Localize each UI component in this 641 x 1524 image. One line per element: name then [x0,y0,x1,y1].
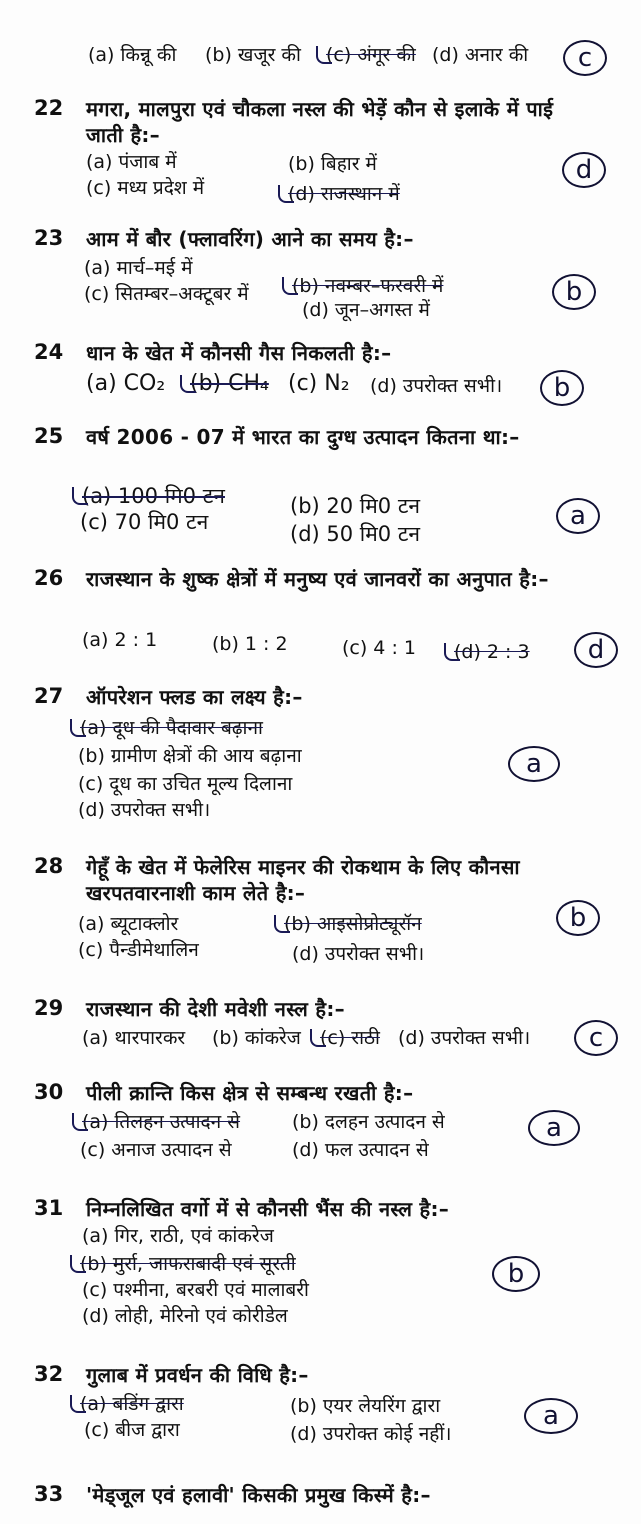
question-number: 26 [34,566,64,590]
question-27 [0,684,641,824]
option-b: (b) CH₄ [190,371,269,396]
option-d: (d) लोही, मेरिनो एवं कोरीडेल [82,1305,288,1327]
option-c: (c) सितम्बर–अक्टूबर में [84,283,249,305]
question-25 [0,424,641,554]
question-24 [0,340,641,416]
option-a: (a) किन्नू की [88,44,177,66]
question-text: निम्नलिखित वर्गो में से कौनसी भैंस की नस्ल है:– [86,1197,450,1221]
handwritten-answer: a [556,498,600,534]
option-a: (a) थारपारकर [82,1027,186,1049]
option-c: (c) 70 मि0 टन [80,510,209,534]
option-a: (a) CO₂ [86,371,166,396]
question-number: 22 [34,96,64,120]
handwritten-answer: d [562,152,606,188]
option-a: (a) गिर, राठी, एवं कांकरेज [82,1225,274,1247]
option-b: (b) नवम्बर–फरवरी में [292,275,444,297]
option-a: (a) 2 : 1 [82,629,158,651]
option-d: (d) उपरोक्त सभी। [292,943,425,965]
question-text: पीली क्रान्ति किस क्षेत्र से सम्बन्ध रखती है:– [86,1081,414,1105]
handwritten-answer: b [556,900,600,936]
question-32 [0,1362,641,1462]
question-number: 32 [34,1362,64,1386]
question-30 [0,1080,641,1180]
handwritten-answer: c [563,40,607,76]
option-b: (b) बिहार में [288,153,377,175]
option-d: (d) जून–अगस्त में [302,299,430,321]
handwritten-answer: d [574,632,618,668]
question-number: 28 [34,854,64,878]
option-a: (a) मार्च–मई में [84,257,193,279]
option-a: (a) 100 मि0 टन [82,484,225,508]
option-d: (d) अनार की [432,44,529,66]
option-d: (d) उपरोक्त सभी। [78,799,211,821]
question-text: धान के खेत में कौनसी गैस निकलती है:– [86,341,392,365]
option-b: (b) आइसोप्रोट्यूरॉन [284,913,422,935]
option-d: (d) फल उत्पादन से [292,1139,429,1161]
option-c: (c) पैन्डीमेथालिन [78,939,199,961]
option-b: (b) कांकरेज [212,1027,301,1049]
question-31 [0,1196,641,1336]
option-c: (c) मध्य प्रदेश में [86,177,205,199]
question-26 [0,566,641,670]
option-b: (b) दलहन उत्पादन से [292,1111,445,1133]
option-c: (c) बीज द्वारा [84,1419,180,1441]
option-c: (c) पश्मीना, बरबरी एवं मालाबरी [82,1279,309,1301]
question-text: राजस्थान की देशी मवेशी नस्ल है:– [86,997,345,1021]
question-number: 29 [34,996,64,1020]
question-number: 30 [34,1080,64,1104]
option-b: (b) 1 : 2 [212,633,288,655]
option-b: (b) एयर लेयरिंग द्वारा [290,1395,441,1417]
question-text: गुलाब में प्रवर्धन की विधि है:– [86,1363,309,1387]
option-a: (a) पंजाब में [86,151,177,173]
option-b: (b) खजूर की [205,44,301,66]
handwritten-answer: a [508,746,560,782]
option-c: (c) 4 : 1 [342,637,416,659]
option-c: (c) दूध का उचित मूल्य दिलाना [78,773,293,795]
question-text: राजस्थान के शुष्क क्षेत्रों में मनुष्य एवं जानवरों का अनुपात है:– [86,567,549,591]
question-text: 'मेड्जूल एवं हलावी' किसकी प्रमुख किस्में है:– [86,1483,431,1507]
question-number: 31 [34,1196,64,1220]
question-number: 27 [34,684,64,708]
question-29 [0,996,641,1066]
question-text: वर्ष 2006 - 07 में भारत का दुग्ध उत्पादन कितना था:– [86,425,520,449]
option-c: (c) अंगूर की [326,44,416,66]
question-33 [0,1482,641,1518]
question-number: 23 [34,226,64,250]
option-d: (d) उपरोक्त कोई नहीं। [290,1423,452,1445]
question-22 [0,96,641,216]
handwritten-answer: b [552,274,596,310]
question-23 [0,226,641,326]
question-21-options [0,38,641,78]
option-d: (d) 50 मि0 टन [290,522,421,546]
option-a: (a) दूध की पैदावार बढ़ाना [80,717,263,739]
option-b: (b) ग्रामीण क्षेत्रों की आय बढ़ाना [78,745,302,767]
question-text: मगरा, मालपुरा एवं चौकला नस्ल की भेड़ें कौन से इलाके में पाई जाती है:– [86,97,554,147]
option-a: (a) ब्यूटाक्लोर [78,913,179,935]
option-d: (d) 2 : 3 [454,641,530,663]
question-text: गेहूँ के खेत में फेलेरिस माइनर की रोकथाम के लिए कौनसा खरपतवारनाशी काम लेते है:– [86,855,520,905]
question-text: ऑपरेशन फ्लड का लक्ष्य है:– [86,685,303,709]
handwritten-answer: b [540,370,584,406]
handwritten-answer: c [574,1020,618,1056]
question-number: 33 [34,1482,64,1506]
option-d: (d) उपरोक्त सभी। [370,375,503,397]
question-number: 25 [34,424,64,448]
option-b: (b) 20 मि0 टन [290,494,421,518]
option-b: (b) मुर्रा, जाफराबादी एवं सूरती [80,1253,296,1275]
question-number: 24 [34,340,64,364]
option-c: (c) अनाज उत्पादन से [80,1139,232,1161]
option-a: (a) बडिंग द्वारा [80,1393,184,1415]
option-d: (d) उपरोक्त सभी। [398,1027,531,1049]
handwritten-answer: a [528,1110,580,1146]
option-d: (d) राजस्थान में [288,183,400,205]
handwritten-answer: b [492,1256,540,1292]
question-text: आम में बौर (फ्लावरिंग) आने का समय है:– [86,227,414,251]
option-a: (a) तिलहन उत्पादन से [82,1111,241,1133]
option-c: (c) राठी [320,1027,380,1049]
handwritten-answer: a [524,1398,578,1434]
option-c: (c) N₂ [288,371,350,396]
question-28 [0,854,641,974]
